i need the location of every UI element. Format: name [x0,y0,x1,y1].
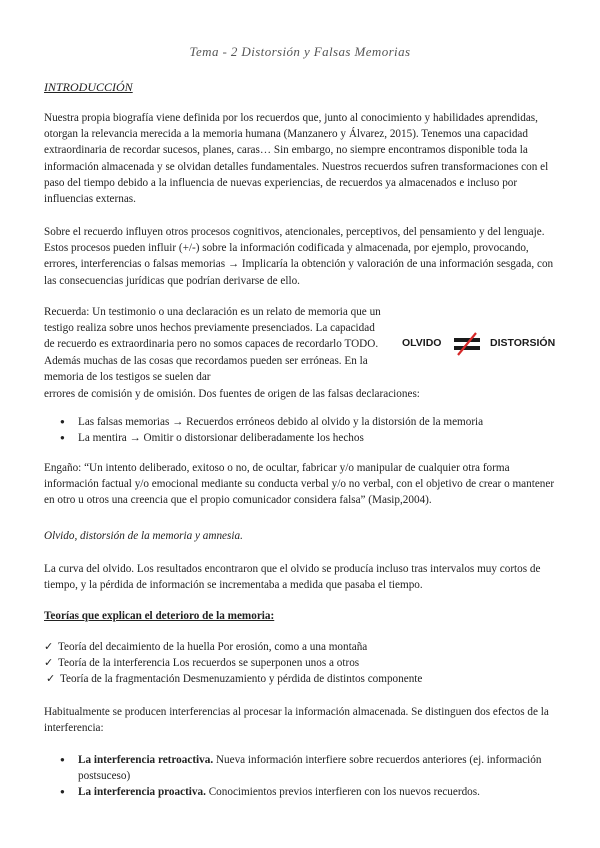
list-item [60,752,560,784]
list-item [60,784,560,800]
intro-heading: INTRODUCCIÓN [44,80,133,94]
paragraph-recuerda-tail: errores de comisión y de omisión. Dos fuentes de origen de las falsas declaraciones: [44,388,420,400]
page-title: Tema - 2 Distorsión y Falsas Memorias [189,44,411,59]
list-item [44,655,564,671]
paragraph-recuerda: Recuerda: Un testimonio o una declaración es un relato de memoria que un testigo realiza sobre unos hechos previamente presenciados. La capacidad de recuerdo es extraordinaria pero no somos capaces de recordarlo TODO. Además muchas de las cosas que recordamos pueden ser erróneas. En la memoria de los testigos se suelen dar [44,306,381,383]
paragraph-biografia: Nuestra propia biografía viene definida por los recuerdos que, junto al conocimiento y habilidades aprendidas, otorgan la relevancia merecida a la memoria humana (Manzanero y Álvarez, 2015). Tenemos una capacidad extraordinaria de recordar sucesos, planes, caras… Sin embargo, no siempre encontramos disponible toda la información almacenada y se olvidan detalles fundamentales. Nuestros recuerdos sufren transformaciones con el paso del tiempo debido a la influencia de nuevas experiencias, de recuerdos ya almacenados e incluso por influencias externas. [44,112,549,206]
olvido-distorsion-diagram [400,332,560,358]
olvido-label: OLVIDO [402,337,442,349]
teorias-heading: Teorías que explican el deterioro de la memoria: [44,610,275,622]
distorsion-label: DISTORSIÓN [490,337,556,349]
check-icon: ✓ [44,657,54,670]
olvido-heading: Olvido, distorsión de la memoria y amnesia. [44,530,243,542]
list-item: ● Las falsas memorias → Recuerdos erróneos debido al olvido y la distorsión de la memoria [60,414,560,430]
retroactiva-text: Nueva información interfiere sobre recuerdos anteriores (ej. información postsuceso) [78,754,542,783]
teorias-list [44,639,564,688]
list-item: ● La mentira → Omitir o distorsionar deliberadamente los hechos [60,430,560,446]
paragraph-curva: La curva del olvido. Los resultados encontraron que el olvido se producía incluso tras intervalos muy cortos de tiempo, y la pérdida de información se incrementaba a medida que pasaba el tiempo. [44,563,541,592]
list-item [44,671,564,687]
paragraph-procesos: Sobre el recuerdo influyen otros procesos cognitivos, atencionales, perceptivos, del pensamiento y del lenguaje. Estos procesos pueden influir (+/-) sobre la información codificada y almacenada, por ejemplo, provocando, errores, interferencias o falsas memorias → Implicaría la obtención y valoración de una información sesgada, con las consecuencias jurídicas que podrían derivarse de ello. [44,226,554,287]
list-item [44,639,564,655]
teoria-text: Teoría de la interferencia Los recuerdos se superponen unos a otros [58,657,360,670]
teoria-text: Teoría del decaimiento de la huella Por erosión, como a una montaña [58,641,368,653]
paragraph-engano: Engaño: “Un intento deliberado, exitoso o no, de ocultar, fabricar y/o manipular de cualquier otra forma información factual y/o emocional mediante su conducta verbal y/o no verbal, con el objetivo de crear o mantener en otro u otros una creencia que el propio comunicador considera falsa” (Masip,2004). [44,462,555,507]
paragraph-interferencias: Habitualmente se producen interferencias al procesar la información almacenada. Se distinguen dos efectos de la interferencia: [44,706,549,735]
teoria-text: Teoría de la fragmentación Desmenuzamiento y pérdida de distintos componente [60,673,423,686]
not-equal-icon [454,332,480,356]
proactiva-label: La interferencia proactiva. [78,786,206,799]
sources-list [60,414,560,446]
check-icon: ✓ [46,673,56,686]
interferencia-list [60,752,560,801]
retroactiva-label: La interferencia retroactiva. [78,754,214,766]
check-icon: ✓ [44,641,54,653]
proactiva-text: Conocimientos previos interfieren con los nuevos recuerdos. [205,786,480,799]
